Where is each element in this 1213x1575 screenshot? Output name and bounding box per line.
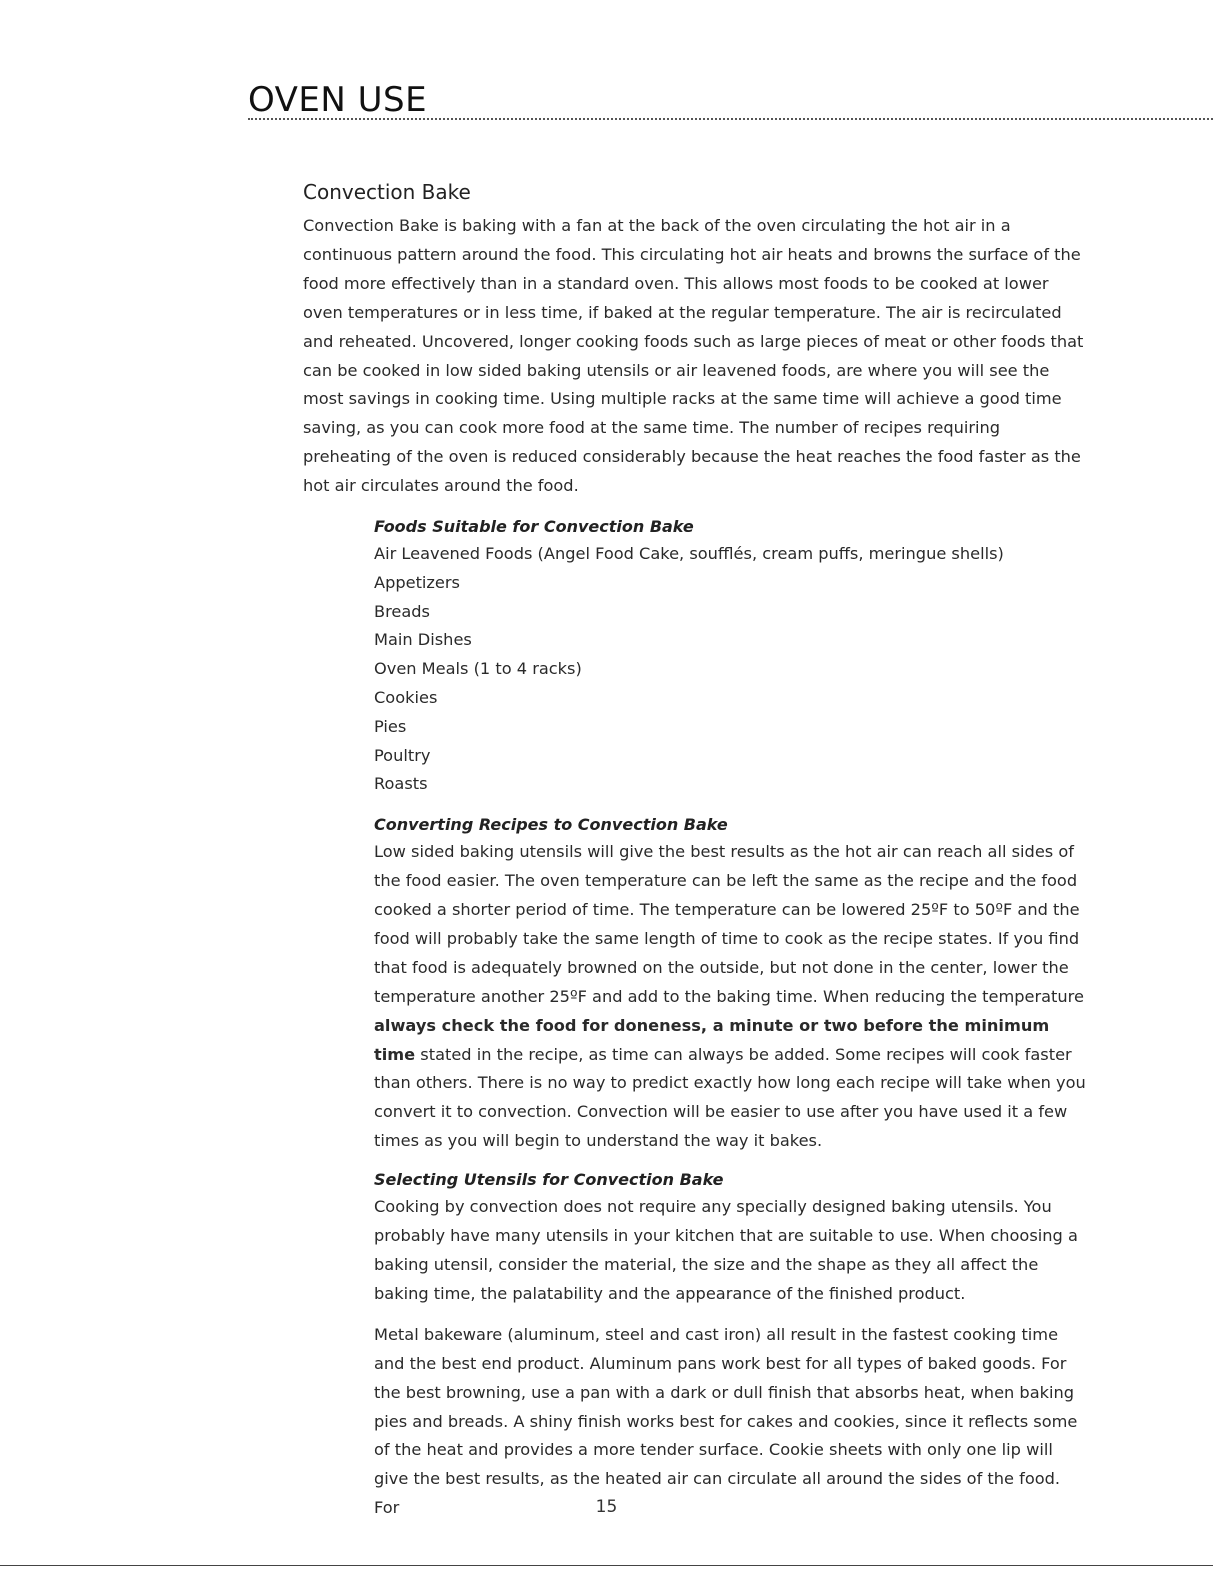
list-item: Oven Meals (1 to 4 racks): [374, 659, 582, 679]
page-header: [248, 80, 1213, 120]
utensils-paragraph-1: Cooking by convection does not require any specially designed baking utensils. You probably have many utensils in your kitchen that are suitable to use. When choosing a baking utensil, consider the material, the size and the shape as they all affect the baking time, the palatability and the appearance of the finished product.: [374, 1197, 1078, 1303]
utensils-title: Selecting Utensils for Convection Bake: [374, 1170, 724, 1190]
header-divider: [248, 118, 1213, 120]
list-item: Poultry: [374, 745, 431, 765]
list-item: Main Dishes: [374, 630, 472, 650]
utensils-section: [374, 1167, 1090, 1523]
section-title: Convection Bake: [303, 180, 471, 204]
list-item: Air Leavened Foods (Angel Food Cake, soufflés, cream puffs, meringue shells): [374, 544, 1004, 564]
converting-text-end: stated in the recipe, as time can always be added. Some recipes will cook faster than others. There is no way to predict exactly how long each recipe will take when you convert it to convection. Convection will be easier to use after you have used it a few times as you will begin to understand the way it bakes.: [374, 1044, 1086, 1151]
list-item: Breads: [374, 601, 430, 621]
suitable-foods-section: [374, 514, 1090, 799]
intro-paragraph: Convection Bake is baking with a fan at the back of the oven circulating the hot air in a continuous pattern around the food. This circulating hot air heats and browns the surface of the food more effectively than in a standard oven. This allows most foods to be cooked at lower oven temperatures or in less time, if baked at the regular temperature. The air is recirculated and reheated. Uncovered, longer cooking foods such as large pieces of meat or other foods that can be cooked in low sided baking utensils or air leavened foods, are where you will see the most savings in cooking time. Using multiple racks at the same time will achieve a good time saving, as you can cook more food at the same time. The number of recipes requiring preheating of the oven is reduced considerably because the heat reaches the food faster as the hot air circulates around the food.: [303, 216, 1084, 496]
main-content: [303, 178, 1093, 1523]
converting-paragraph: [374, 838, 1090, 1156]
suitable-foods-title: Foods Suitable for Convection Bake: [374, 517, 694, 537]
footer-divider: [0, 1565, 1213, 1566]
suitable-foods-list: [374, 540, 1090, 799]
doneness-warning: always check the food for doneness, a minute or two before the minimum time: [374, 1015, 1050, 1064]
converting-text-start: Low sided baking utensils will give the best results as the hot air can reach all sides of the food easier. The oven temperature can be left the same as the recipe and the food cooked a shorter period of time. The temperature can be lowered 25ºF to 50ºF and the food will probably take the same length of time to cook as the recipe states. If you find that food is adequately browned on the outside, but not done in the center, lower the temperature another 25ºF and add to the baking time. When reducing the temperature: [374, 842, 1084, 1006]
list-item: Appetizers: [374, 572, 460, 592]
converting-section: [374, 812, 1090, 1156]
utensils-paragraph-2: Metal bakeware (aluminum, steel and cast iron) all result in the fastest cooking time and the best end product. Aluminum pans work best for all types of baked goods. For the best browning, use a pan with a dark or dull finish that absorbs heat, when baking pies and breads. A shiny finish works best for cakes and cookies, since it reflects some of the heat and provides a more tender surface. Cookie sheets with only one lip will give the best results, as the heated air can circulate all around the sides of the food. For: [374, 1324, 1078, 1518]
page-title: OVEN USE: [248, 80, 428, 120]
list-item: Pies: [374, 716, 407, 736]
list-item: Cookies: [374, 688, 438, 708]
page-number: 15: [595, 1497, 618, 1517]
list-item: Roasts: [374, 774, 428, 794]
converting-title: Converting Recipes to Convection Bake: [374, 815, 728, 835]
